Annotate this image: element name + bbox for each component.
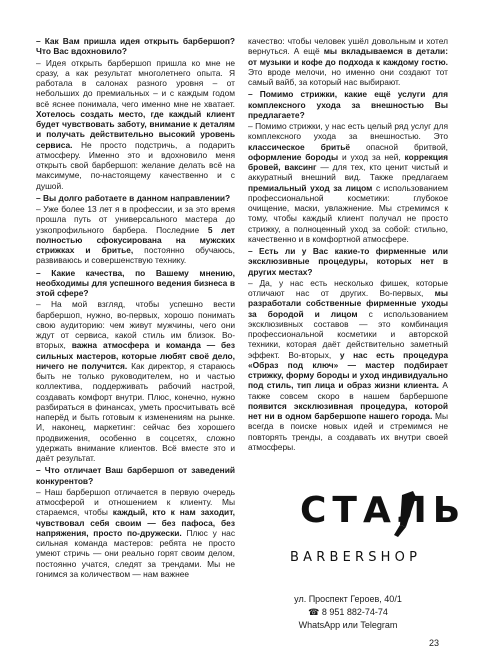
answer-text: Как директор, я стараюсь быть не только руководителем, но и частью коллектива, поддерживать рабочий настрой, создавать комфорт внутри. Плюс, конечно, нужно разбираться в финансах, уметь просчитывать всё наперёд и быть готовым к изменениям на рынке. И, наконец, маркетинг: сейчас без хорошего продвижения, особенно в соцсетях, сложно удержать внимание клиентов. Всё вместе это и даёт результат.: [36, 360, 235, 463]
answer-text: А также совсем скоро в нашем барбершопе: [248, 380, 448, 401]
interview-answer: [248, 278, 448, 452]
answer-text: – Наш барбершоп отличается в первую очередь атмосферой и отношением к клиенту. Мы стараемся, чтобы: [36, 486, 235, 518]
answer-highlight: мы разработали собственные фирменные уходы за бородой и лицом: [248, 288, 448, 319]
answer-text: Не просто подстричь, а подарить атмосферу. Именно это и вдохновило меня открыть свой барбершоп: желание делать всё на максимуме, по-настоящему качественно и с душой.: [36, 139, 235, 191]
answer-text: – Да, у нас есть несколько фишек, которые отличают нас от других. Во-первых,: [248, 277, 448, 298]
interview-answer: [248, 36, 448, 87]
answer-text: Это вроде мелочи, но именно они создают тот самый вайб, за который нас выбирают.: [248, 66, 448, 87]
answer-highlight: появится эксклюзивная процедура, которой нет ни в одном барбершопе нашего города.: [248, 400, 448, 421]
answer-text: – На мой взгляд, чтобы успешно вести барбершоп, нужно, во-первых, хорошо понимать свою аудиторию: чем живут мужчины, чего они ждут от сервиса, какой стиль им близок. Во-вторых,: [36, 299, 235, 351]
interview-answer: [248, 121, 448, 244]
interview-answer: [36, 299, 235, 463]
answer-text: постоянно обучаюсь, развиваюсь и совершенствую технику.: [36, 245, 235, 266]
answer-text: опасной бритвой,: [350, 141, 448, 152]
logo-wordmark: СТАЛЬ: [300, 490, 467, 531]
interview-question: – Что отличает Ваш барбершоп от заведений конкурентов?: [36, 465, 235, 486]
right-column: [248, 36, 448, 454]
address-text: ул. Проспект Героев, 40/1: [294, 594, 402, 604]
answer-text: Мы всегда в поиске новых идей и стремимся не повторять тренды, а создавать их внутри своей атмосферы.: [248, 411, 448, 452]
answer-text: – Уже более 13 лет я в профессии, и за это время прошла путь от универсального мастера до узкопрофильного барбера. Последние: [36, 204, 235, 235]
phone-text: ☎ 8 951 882-74-74: [308, 607, 388, 617]
answer-highlight: коррекция бровей, ваксинг: [248, 151, 448, 172]
interview-answer: [36, 204, 235, 266]
contacts-block: [268, 593, 428, 632]
answer-text: – Идея открыть барбершоп пришла ко мне не сразу, а как результат многолетнего опыта. Я работала в салонах разного уровня – от небольших до премиальных – и с каждым годом всё яснее понимала, чего именно мне не хватает.: [36, 57, 235, 109]
logo-subtitle: BARBERSHOP: [290, 550, 422, 565]
interview-answer: [36, 487, 235, 579]
answer-highlight: премиальный уход за лицом: [248, 182, 373, 193]
page-number: 23: [429, 638, 440, 648]
answer-text: с использованием профессиональной косметики: глубокое очищение, маски, увлажнение. Мы стремимся к тому, чтобы каждый клиент получал не просто стрижку, а полноценный уход за собой: стильно, качественно и в комфортной атмосфере.: [248, 182, 448, 244]
interview-answer: [36, 58, 235, 191]
left-column: [36, 36, 235, 581]
interview-question: – Какие качества, по Вашему мнению, необходимы для успешного ведения бизнеса в этой сфере?: [36, 267, 235, 298]
interview-question: – Как Вам пришла идея открыть барбершоп? Что Вас вдохновило?: [36, 36, 235, 57]
messengers-text: WhatsApp или Telegram: [298, 620, 398, 630]
answer-highlight: мы вкладываемся в детали: от музыки и кофе до подхода к каждому гостю.: [248, 46, 448, 67]
answer-text: и уход за ней,: [338, 151, 405, 162]
interview-question: – Помимо стрижки, какие ещё услуги для комплексного ухода за внешностью Вы предлагаете?: [248, 89, 448, 120]
answer-text: с использованием эксклюзивных составов — это комбинация профессиональной косметики и авторской техники, которая даёт действительно заметный эффект. Во-вторых,: [248, 308, 448, 360]
interview-question: – Есть ли у Вас какие-то фирменные или эксклюзивные процедуры, которых нет в других местах?: [248, 246, 448, 277]
answer-text: — для тех, кто ценит чистый и аккуратный внешний вид. Также предлагаем: [248, 162, 448, 183]
answer-highlight: классическое бритьё: [248, 141, 351, 152]
answer-highlight: оформление бороды: [248, 151, 339, 162]
answer-text: качество: чтобы человек ушёл довольным и хотел вернуться. А ещё: [248, 36, 448, 57]
answer-text: Плюс у нас сильная команда мастеров: ребята не просто умеют стричь — они реально горят своим делом, постоянно учатся, следят за трендами. Мы не гонимся за количеством — нам важнее: [36, 527, 236, 579]
answer-highlight: каждый, кто к нам заходит, чувствовал себя своим — без пафоса, без напряжения, просто по-дружески.: [36, 507, 235, 538]
answer-highlight: Хотелось создать место, где каждый клиент будет чувствовать заботу, внимание к деталям и получать действительно высокий уровень сервиса.: [36, 108, 235, 150]
answer-highlight: 5 лет полностью сфокусирована на мужских стрижках и бритье,: [36, 224, 235, 255]
answer-text: – Помимо стрижки, у нас есть целый ряд услуг для комплексного ухода за внешностью. Это: [248, 121, 448, 142]
answer-highlight: у нас есть процедура «Образ под ключ» — мастер подбирает стрижку, форму бороды и уход индивидуально под стиль, тип лица и образ жизни клиента.: [248, 349, 448, 391]
answer-highlight: важна атмосфера и команда — без сильных мастеров, которые любят своё дело, ничего не получится.: [36, 340, 235, 371]
interview-question: – Вы долго работаете в данном направлении?: [36, 192, 231, 203]
